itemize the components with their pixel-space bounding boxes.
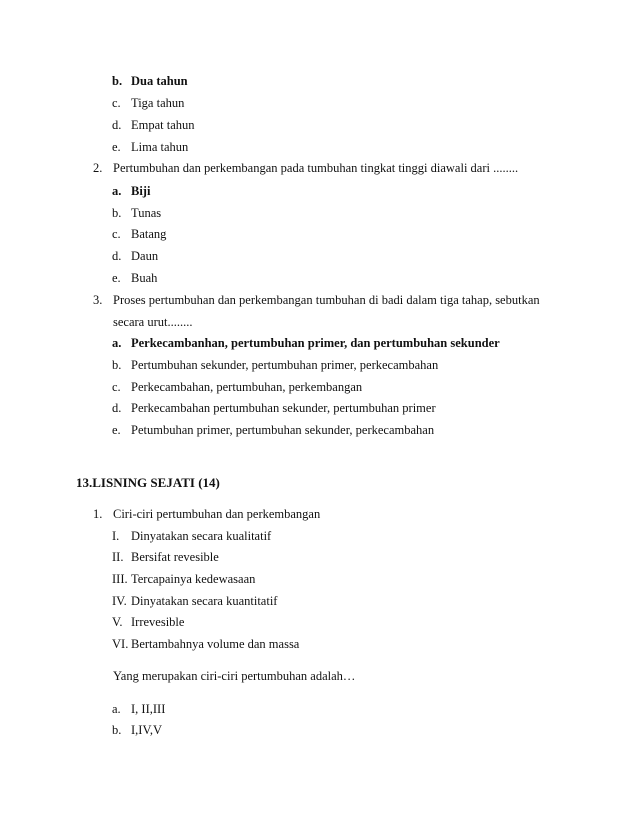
- statement-v: V. Irrevesible: [112, 615, 185, 629]
- question-1: 1. Ciri-ciri pertumbuhan dan perkembangan: [93, 507, 321, 521]
- option-e: e. Petumbuhan primer, pertumbuhan sekunder, perkecambahan: [112, 423, 435, 437]
- option-a: a. Biji: [112, 184, 151, 198]
- option-a: a. Perkecambanhan, pertumbuhan primer, dan pertumbuhan sekunder: [112, 336, 500, 350]
- option-d: d. Daun: [112, 249, 159, 263]
- option-a: a. I, II,III: [112, 702, 166, 716]
- question-2: 2. Pertumbuhan dan perkembangan pada tumbuhan tingkat tinggi diawali dari ........: [93, 161, 519, 175]
- option-c: c. Batang: [112, 227, 167, 241]
- option-e: e. Lima tahun: [112, 140, 189, 154]
- option-b: b. I,IV,V: [112, 723, 163, 737]
- section-heading: 13.LISNING SEJATI (14): [76, 475, 220, 490]
- option-d: d. Perkecambahan pertumbuhan sekunder, pertumbuhan primer: [112, 401, 436, 415]
- option-d: d. Empat tahun: [112, 118, 195, 132]
- question-3: 3. Proses pertumbuhan dan perkembangan tumbuhan di badi dalam tiga tahap, sebutkan: [93, 293, 540, 307]
- option-b: b. Tunas: [112, 206, 162, 220]
- statement-iv: IV. Dinyatakan secara kuantitatif: [112, 594, 278, 608]
- statement-vi: VI. Bertambahnya volume dan massa: [112, 637, 300, 651]
- question-prompt: Yang merupakan ciri-ciri pertumbuhan adalah…: [113, 669, 356, 683]
- statement-iii: III. Tercapainya kedewasaan: [112, 572, 256, 586]
- option-c: c. Tiga tahun: [112, 96, 185, 110]
- statement-i: I. Dinyatakan secara kualitatif: [112, 529, 272, 543]
- option-b: b. Dua tahun: [112, 74, 188, 88]
- option-c: c. Perkecambahan, pertumbuhan, perkembangan: [112, 380, 363, 394]
- statement-ii: II. Bersifat revesible: [112, 550, 219, 564]
- option-e: e. Buah: [112, 271, 158, 285]
- option-b: b. Pertumbuhan sekunder, pertumbuhan primer, perkecambahan: [112, 358, 439, 372]
- question-3-continuation: secara urut........: [113, 315, 193, 329]
